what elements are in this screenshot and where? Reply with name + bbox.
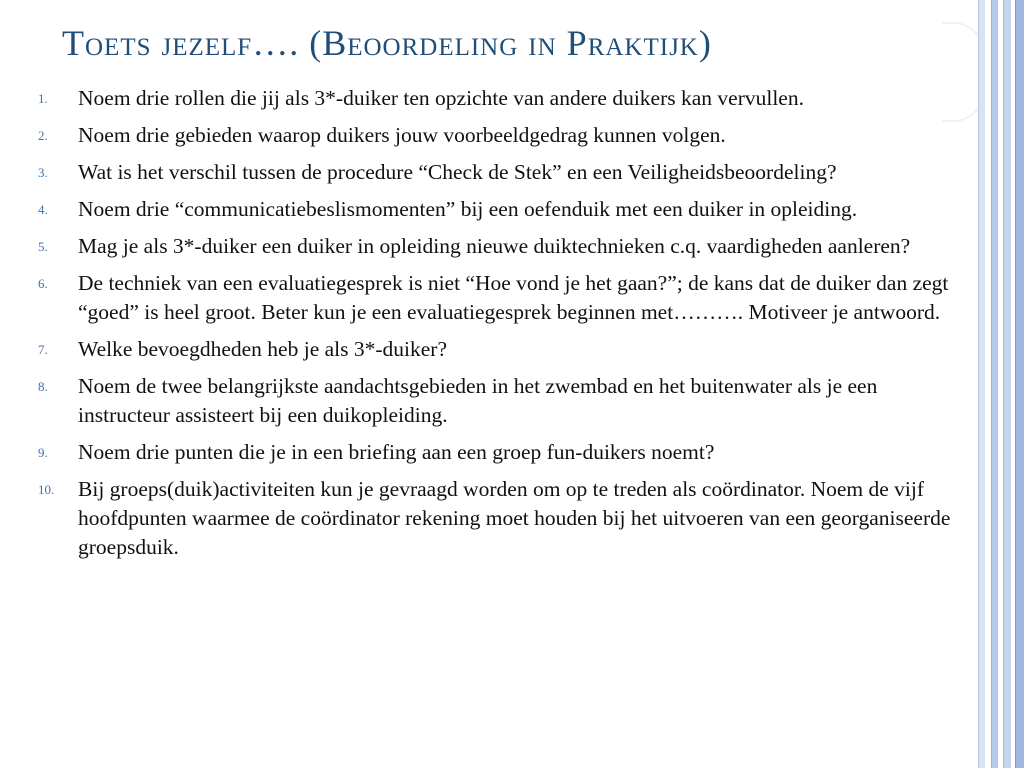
stripe bbox=[991, 0, 998, 768]
item-text: De techniek van een evaluatiegesprek is niet “Hoe vond je het gaan?”; de kans dat de duiker dan zegt “goed” is heel groot. Beter kun je een evaluatiegesprek beginnen met………. Motiveer je antwoord. bbox=[78, 271, 949, 324]
list-item bbox=[30, 269, 970, 327]
list-item bbox=[30, 195, 970, 224]
item-number: 5. bbox=[38, 239, 48, 254]
item-text: Noem drie gebieden waarop duikers jouw voorbeeldgedrag kunnen volgen. bbox=[78, 123, 726, 147]
decorative-side-stripes bbox=[978, 0, 1024, 768]
item-number: 3. bbox=[38, 165, 48, 180]
item-text: Noem drie punten die je in een briefing aan een groep fun-duikers noemt? bbox=[78, 440, 715, 464]
item-text: Mag je als 3*-duiker een duiker in opleiding nieuwe duiktechnieken c.q. vaardigheden aanleren? bbox=[78, 234, 911, 258]
list-item bbox=[30, 158, 970, 187]
question-list bbox=[30, 84, 970, 570]
list-item bbox=[30, 335, 970, 364]
item-number: 10. bbox=[38, 482, 55, 497]
list-item bbox=[30, 438, 970, 467]
stripe bbox=[1015, 0, 1024, 768]
list-item bbox=[30, 84, 970, 113]
item-number: 4. bbox=[38, 202, 48, 217]
item-text: Bij groeps(duik)activiteiten kun je gevraagd worden om op te treden als coördinator. Noem de vijf hoofdpunten waarmee de coördinator rekening moet houden bij het uitvoeren van een georganiseerde groepsduik. bbox=[78, 477, 951, 559]
item-number: 9. bbox=[38, 445, 48, 460]
item-number: 2. bbox=[38, 128, 48, 143]
item-number: 6. bbox=[38, 276, 48, 291]
item-number: 1. bbox=[38, 91, 48, 106]
stripe bbox=[1003, 0, 1011, 768]
item-number: 8. bbox=[38, 379, 48, 394]
list-item bbox=[30, 372, 970, 430]
slide-title: Toets jezelf…. (Beoordeling in Praktijk) bbox=[62, 23, 712, 63]
item-text: Noem drie rollen die jij als 3*-duiker ten opzichte van andere duikers kan vervullen. bbox=[78, 86, 804, 110]
item-text: Noem drie “communicatiebeslismomenten” bij een oefenduik met een duiker in opleiding. bbox=[78, 197, 858, 221]
stripe bbox=[978, 0, 985, 768]
item-number: 7. bbox=[38, 342, 48, 357]
item-text: Noem de twee belangrijkste aandachtsgebieden in het zwembad en het buitenwater als je een instructeur assisteert bij een duikopleiding. bbox=[78, 374, 878, 427]
item-text: Welke bevoegdheden heb je als 3*-duiker? bbox=[78, 337, 447, 361]
list-item bbox=[30, 232, 970, 261]
list-item bbox=[30, 121, 970, 150]
item-text: Wat is het verschil tussen de procedure “Check de Stek” en een Veiligheidsbeoordeling? bbox=[78, 160, 837, 184]
list-item bbox=[30, 475, 970, 562]
